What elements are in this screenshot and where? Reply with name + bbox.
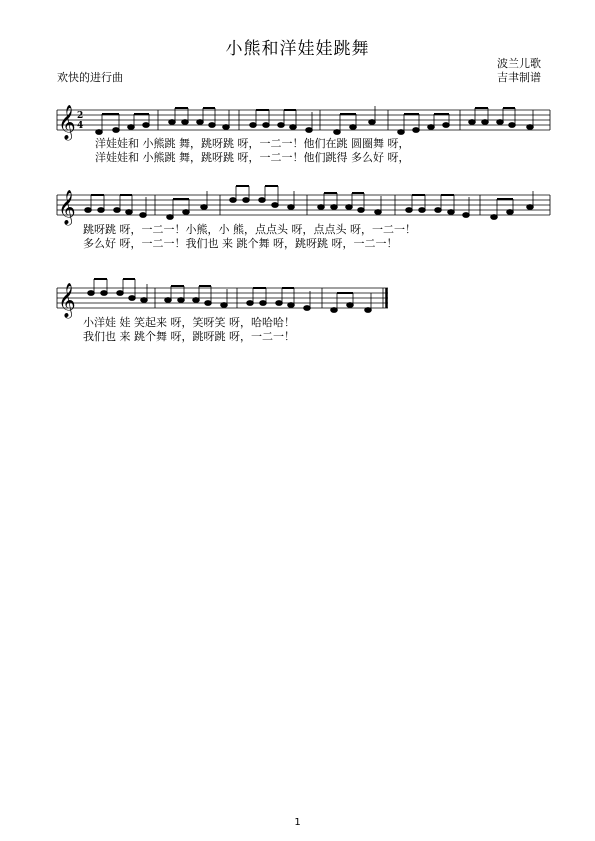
svg-text:𝄞: 𝄞 bbox=[58, 105, 76, 140]
time-signature-bottom: 4 bbox=[77, 121, 84, 131]
lyrics-system-2-verse-1: 跳呀跳 呀，一二一！小熊，小 熊，点点头 呀，点点头 呀，一二一！ bbox=[83, 223, 416, 236]
lyrics-system-2-verse-2: 多么好 呀，一二一！我们也 来 跳个舞 呀，跳呀跳 呀，一二一！ bbox=[83, 237, 398, 250]
page-title: 小熊和洋娃娃跳舞 bbox=[225, 39, 370, 59]
lyrics-system-1-verse-1: 洋娃娃和 小熊跳 舞，跳呀跳 呀，一二一！他们在跳 圆圈舞 呀， bbox=[95, 137, 410, 150]
lyrics-system-1-verse-2: 洋娃娃和 小熊跳 舞，跳呀跳 呀，一二一！他们跳得 多么好 呀， bbox=[95, 151, 410, 164]
arranger-label: 吉聿制谱 bbox=[497, 71, 541, 84]
svg-text:𝄞: 𝄞 bbox=[58, 190, 76, 225]
time-signature bbox=[77, 111, 83, 131]
origin-label: 波兰儿歌 bbox=[497, 57, 541, 70]
tempo-marking: 欢快的进行曲 bbox=[57, 71, 123, 84]
treble-clef-icon bbox=[58, 105, 76, 319]
time-signature-top: 2 bbox=[77, 111, 84, 121]
lyrics-system-3-verse-2: 我们也 来 跳个舞 呀，跳呀跳 呀，一二一！ bbox=[83, 330, 295, 343]
page-number: 1 bbox=[294, 817, 301, 828]
lyrics-system-3-verse-1: 小洋娃 娃 笑起来 呀，笑呀笑 呀，哈哈哈！ bbox=[83, 316, 295, 329]
svg-text:𝄞: 𝄞 bbox=[58, 283, 76, 318]
